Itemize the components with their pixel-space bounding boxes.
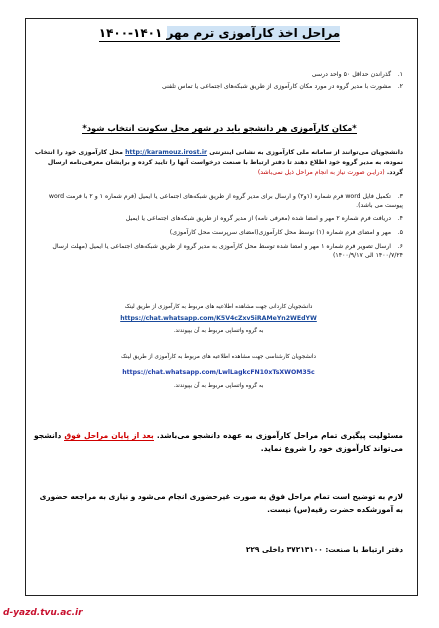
group-associate-label: دانشجویان کاردانی جهت مشاهده اطلاعیه های مربوط به کارآموزی از طریق لینک [124, 304, 313, 310]
page-title [0, 26, 439, 40]
step-4: ۴. دریافت فرم شماره ۲ مهر و امضا شده (معرفی نامه) از مدیر گروه از طریق شبکه‌های اجتماعی یا ایمیل [125, 215, 403, 222]
title-underline [99, 26, 340, 42]
group-associate-link[interactable]: https://chat.whatsapp.com/K5V4cZxv5iRAMeYn2WEdYW [120, 315, 317, 322]
non-attendance-note: لازم به توضیح است تمام مراحل فوق به صورت غیرحضوری انجام می‌شود و نیازی به مراجعه حضوری به آموزشکده حضرت رقیه(س) نیست. [39, 492, 403, 514]
site-watermark-logo: d-yazd.tvu.ac.ir [3, 608, 83, 618]
responsibility-emphasis: بعد از پایان مراحل فوق [64, 431, 154, 440]
intro-paragraph: دانشجویان می‌توانند از سامانه ملی کارآموزی به نشانی اینترنتی http://karamouz.irost.ir محل کارآموزی خود را انتخاب نموده، به مدیر گروه خود اطلاع دهند تا دفتر ارتباط با صنعت درخواست آنها را تایید کرده و برایشان معرفی‌نامه ارسال گردد. (درایـن صورت نیاز به انجام مراحل ذیل نمی‌باشد) [34, 149, 403, 176]
step-6: ۶. ارسال تصویر فرم شماره ۱ مهر و امضا شده توسط محل کارآموزی به مدیر گروه از طریق شبکه‌های اجتماعی یا ایمیل (مهلت ارسال ۱۴۰۰/۷/۲۴ الی ۱۴۰۰/۹/۱۷) [52, 243, 403, 259]
title-year: ۱۴۰۱-۱۴۰۰ [98, 26, 163, 40]
prereq-item-1: ۱. گذراندن حداقل ۵۰ واحد درسی [311, 71, 403, 78]
responsibility-paragraph: مسئولیت پیگیری تمام مراحل کارآموزی به عهده دانشجو می‌باشد. بعد از پایان مراحل فوق دانشجو می‌تواند کارآموزی خود را شروع نماید. [34, 431, 403, 453]
title-highlighted: مراحل اخذ کارآموزی ترم مهر [166, 26, 341, 40]
group-bachelor-label: دانشجویان کارشناسی جهت مشاهده اطلاعیه های مربوط به کارآموزی از طریق لینک [121, 354, 316, 360]
step-5: ۵. مهر و امضای فرم شماره (۱) توسط محل کارآموزی(امضای سرپرست محل کارآموزی) [169, 229, 403, 236]
group-bachelor-join: به گروه واتساپی مربوط به آن بپیوندند. [173, 383, 264, 389]
prereq-item-2: ۲. مشورت با مدیر گروه در مورد مکان کارآموزی از طریق شبکه‌های اجتماعی یا تماس تلفنی [162, 83, 403, 90]
step-3: ۳. تکمیل فایل word فرم شماره (۱و۲) و ارسال برای مدیر گروه از طریق شبکه‌های اجتماعی یا ایمیل (فرم شماره ۱ و ۲ با فرمت word پیوست می باشد). [48, 193, 403, 209]
group-bachelor-link[interactable]: https://chat.whatsapp.com/LwlLagkcFN10xTsXWOM35c [122, 369, 315, 376]
location-heading: *مکان کارآموزی هر دانشجو باید در شهر محل سکونت انتخاب شود* [82, 123, 357, 133]
karamouz-link[interactable]: http://karamouz.irost.ir [125, 149, 208, 156]
group-associate-join: به گروه واتساپی مربوط به آن بپیوندند. [173, 328, 264, 334]
contact-phone: دفتر ارتباط با صنعت: ۳۷۲۱۳۱۰۰ داخلی ۲۲۹ [245, 545, 403, 554]
intro-note: (درایـن صورت نیاز به انجام مراحل ذیل نمی‌باشد) [257, 169, 385, 176]
